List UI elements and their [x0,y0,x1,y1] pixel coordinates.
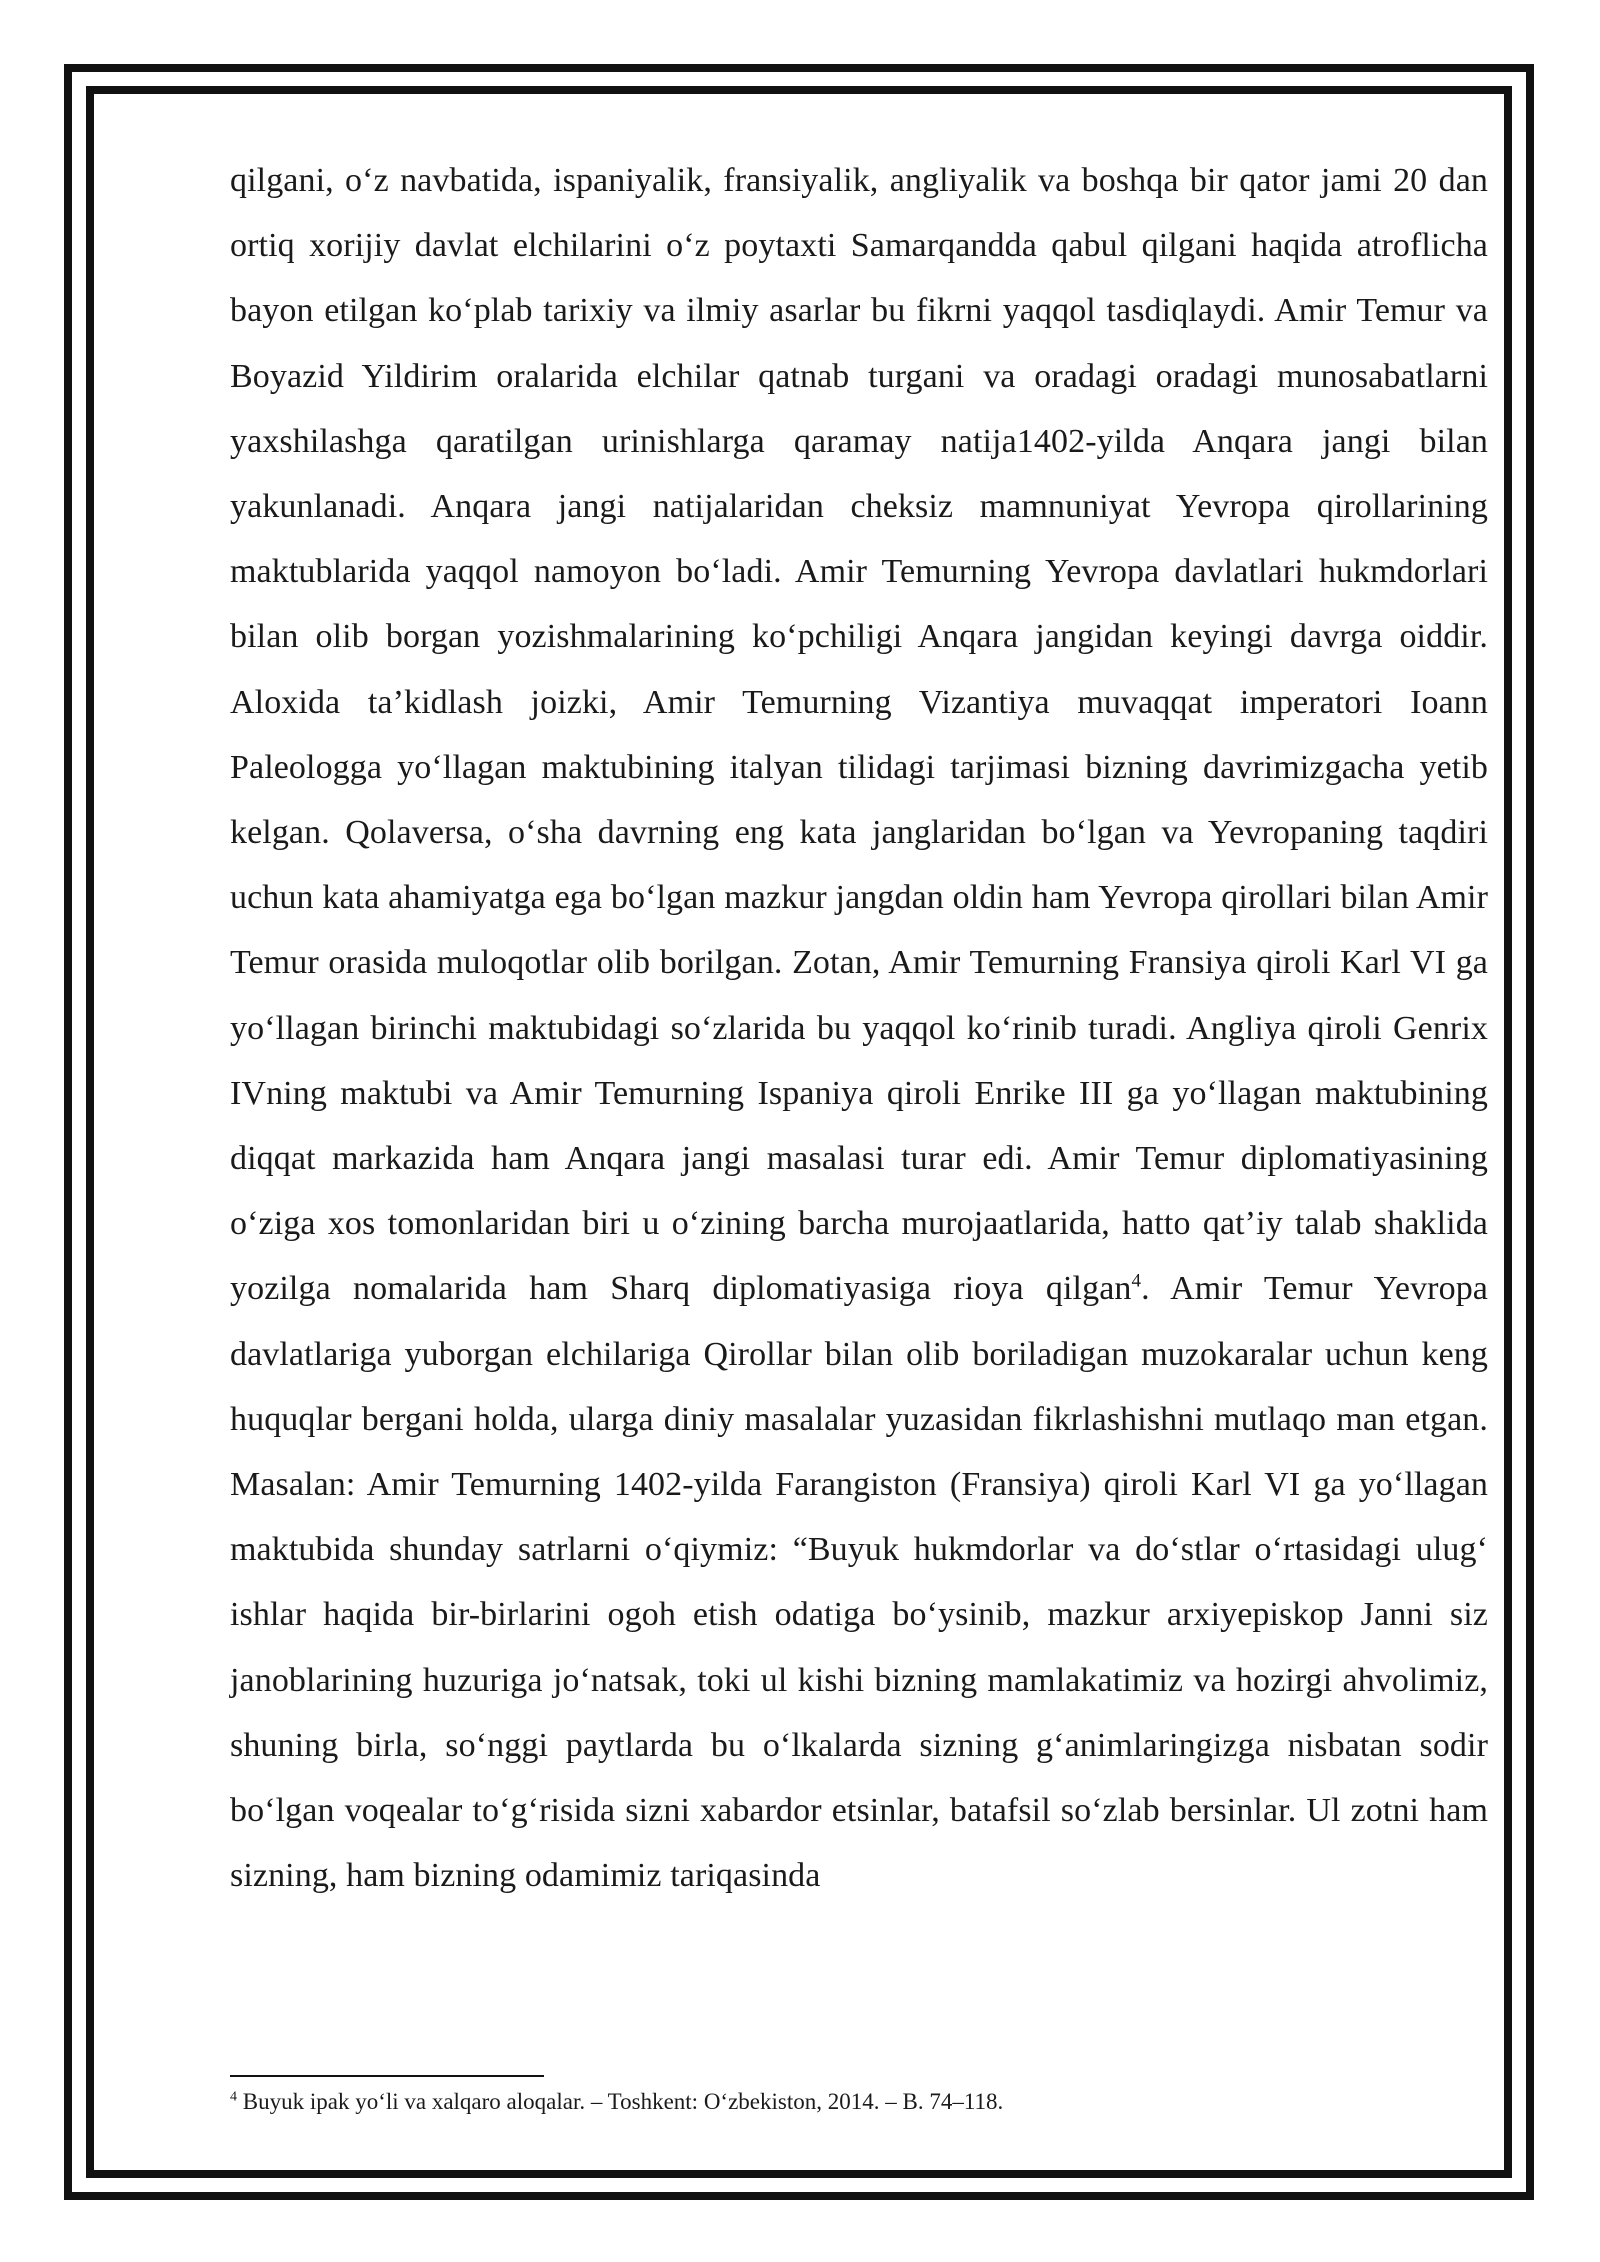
paragraph-text-part1: qilgani, o‘z navbatida, ispaniyalik, fransiyalik, angliyalik va boshqa bir qator jami 20 dan ortiq xorijiy davlat elchilarini o‘z poytaxti Samarqandda qabul qilgani haqida atroflicha bayon etilgan ko‘plab tarixiy va ilmiy asarlar bu fikrni yaqqol tasdiqlaydi. Amir Temur va Boyazid Yildirim oralarida elchilar qatnab turgani va oradagi oradagi munosabatlarni yaxshilashga qaratilgan urinishlarga qaramay natija1402-yilda Anqara jangi bilan yakunlanadi. Anqara jangi natijalaridan cheksiz mamnuniyat Yevropa qirollarining maktublarida yaqqol namoyon bo‘ladi. Amir Temurning Yevropa davlatlari hukmdorlari bilan olib borgan yozishmalarining ko‘pchiligi Anqara jangidan keyingi davrga oiddir. Aloxida ta’kidlash joizki, Amir Temurning Vizantiya muvaqqat imperatori Ioann Paleologga yo‘llagan maktubining italyan tilidagi tarjimasi bizning davrimizgacha yetib kelgan. Qolaversa, o‘sha davrning eng kata janglaridan bo‘lgan va Yevropaning taqdiri uchun kata ahamiyatga ega bo‘lgan mazkur jangdan oldin ham Yevropa qirollari bilan Amir Temur orasida muloqotlar olib borilgan. Zotan, Amir Temurning Fransiya qiroli Karl VI ga yo‘llagan birinchi maktubidagi so‘zlarida bu yaqqol ko‘rinib turadi. Angliya qiroli Genrix IVning maktubi va Amir Temurning Ispaniya qiroli Enrike III ga yo‘llagan maktubining diqqat markazida ham Anqara jangi masalasi turar edi. Amir Temur diplomatiyasining o‘ziga xos tomonlaridan biri u o‘zining barcha murojaatlarida, hatto qat’iy talab shaklida yozilga nomalarida ham Sharq diplomatiyasiga rioya qilgan [230,162,1488,1308]
footnote-separator [230,2075,544,2077]
paragraph-text-part2: . Amir Temur Yevropa davlatlariga yuborgan elchilariga Qirollar bilan olib boriladigan muzokaralar uchun keng huquqlar bergani holda, ularga diniy masalalar yuzasidan fikrlashishni mutlaqo man etgan. Masalan: Amir Temurning 1402-yilda Farangiston (Fransiya) qiroli Karl VI ga yo‘llagan maktubida shunday satrlarni o‘qiymiz: “Buyuk hukmdorlar va do‘stlar o‘rtasidagi ulug‘ ishlar haqida bir-birlarini ogoh etish odatiga bo‘ysinib, mazkur arxiyepiskop Janni siz janoblarining huzuriga jo‘natsak, toki ul kishi bizning mamlakatimiz va hozirgi ahvolimiz, shuning birla, so‘nggi paytlarda bu o‘lkalarda sizning g‘animlaringizga nisbatan sodir bo‘lgan voqealar to‘g‘risida sizni xabardor etsinlar, batafsil so‘zlab bersinlar. Ul zotni ham sizning, ham bizning odamimiz tariqasinda [230,1270,1488,1895]
footnote-text: Buyuk ipak yo‘li va xalqaro aloqalar. – Toshkent: O‘zbekiston, 2014. – B. 74–118. [237,2089,1004,2114]
footnote-number: 4 [230,2089,237,2105]
body-text [230,148,1488,1908]
body-paragraph [230,148,1488,1908]
footnote [230,2087,1003,2117]
footnote-reference[interactable]: 4 [1131,1271,1142,1293]
